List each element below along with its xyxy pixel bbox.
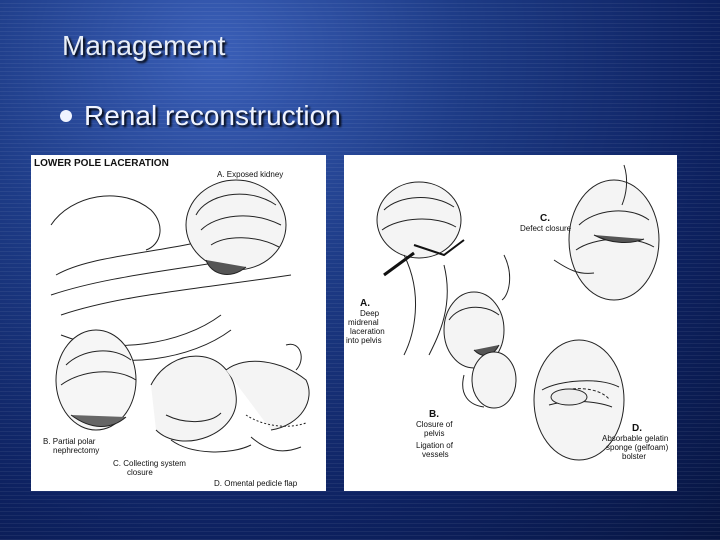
midrenal-laceration-figure bbox=[344, 155, 677, 491]
label-collecting-system-line1: C. Collecting system bbox=[113, 459, 186, 468]
bullet-dot-icon bbox=[60, 110, 72, 122]
label-b-line3: Ligation of bbox=[416, 441, 453, 450]
label-partial-polar-line1: B. Partial polar bbox=[43, 437, 96, 446]
label-a-line2: midrenal bbox=[348, 318, 379, 327]
figure-heading: LOWER POLE LACERATION bbox=[34, 158, 169, 169]
label-c-line1: Defect closure bbox=[520, 224, 572, 233]
label-a-line3: laceration bbox=[350, 327, 385, 336]
bullet-text: Renal reconstruction bbox=[84, 100, 341, 131]
label-d-line1: Absorbable gelatin bbox=[602, 434, 669, 443]
label-b-line4: vessels bbox=[422, 450, 449, 459]
label-a-line1: Deep bbox=[360, 309, 380, 318]
label-b-line1: Closure of bbox=[416, 420, 453, 429]
label-d-letter: D. bbox=[632, 423, 642, 434]
label-b-letter: B. bbox=[429, 409, 439, 420]
label-d-line2: sponge (gelfoam) bbox=[606, 443, 669, 452]
label-b-line2: pelvis bbox=[424, 429, 445, 438]
label-collecting-system-line2: closure bbox=[127, 468, 153, 477]
bullet-item bbox=[60, 100, 341, 132]
label-omental-flap: D. Omental pedicle flap bbox=[214, 479, 298, 488]
label-exposed-kidney: A. Exposed kidney bbox=[217, 170, 284, 179]
lower-pole-laceration-figure bbox=[31, 155, 326, 491]
slide-title: Management bbox=[62, 30, 226, 61]
label-c-letter: C. bbox=[540, 213, 550, 224]
label-partial-polar-line2: nephrectomy bbox=[53, 446, 100, 455]
label-a-line4: into pelvis bbox=[346, 336, 382, 345]
label-a-letter: A. bbox=[360, 298, 370, 309]
label-d-line3: bolster bbox=[622, 452, 647, 461]
